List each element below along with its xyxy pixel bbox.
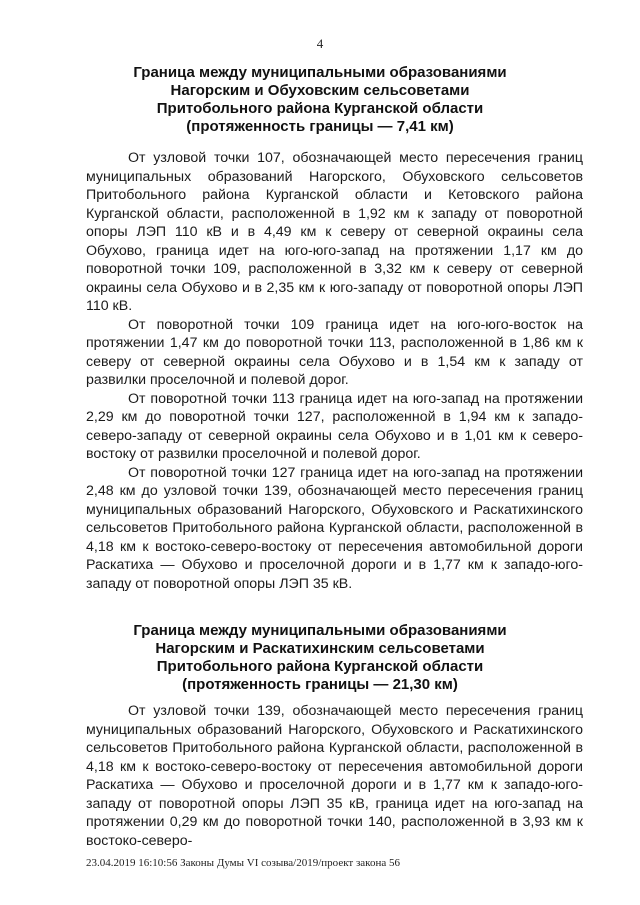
heading-line: Граница между муниципальными образованиями (133, 622, 507, 639)
heading-line: Нагорским и Раскатихинским сельсоветами (155, 640, 485, 657)
paragraph: От узловой точки 107, обозначающей место пересечения границ муниципальных образований Нагорского, Обуховского сельсоветов Притобольного района Курганской области и Кетовского района Курганской области, расположенной в 1,92 км к западу от поворотной опоры ЛЭП 110 кВ и в 4,49 км к северу от северной окраины села Обухово, граница идет на юго-юго-запад на протяжении 1,17 км до поворотной точки 109, расположенной в 3,32 км к северу от северной окраины села Обухово и в 2,35 км к юго-западу от поворотной опоры ЛЭП 110 кВ. (86, 150, 583, 314)
heading-line: Притобольного района Курганской области (156, 658, 484, 675)
paragraph: От узловой точки 139, обозначающей место пересечения границ муниципальных образований Нагорского, Обуховского и Раскатихинского сельсоветов Притобольного района Курганской области, расположенной в 4,18 км к востоко-северо-востоку от пересечения автомобильной дороги Раскатиха — Обухово и проселочной дороги и в 1,77 км к западо-юго-западу от поворотной опоры ЛЭП 35 кВ, граница идет на юго-запад на протяжении 0,29 км до поворотной точки 140, расположенной в 3,93 км к востоко-северо- (86, 703, 583, 849)
heading-line: Граница между муниципальными образованиями (133, 64, 507, 81)
section-heading (90, 64, 550, 136)
section-body (86, 702, 583, 850)
paragraph: От поворотной точки 127 граница идет на юго-запад на протяжении 2,48 км до узловой точки 139, обозначающей место пересечения границ муниципальных образований Нагорского, Обуховского и Раскатихинского сельсоветов Притобольного района Курганской области, расположенной в 4,18 км к востоко-северо-востоку от пересечения автомобильной дороги Раскатиха — Обухово и проселочной дороги и в 1,77 км к западо-юго-западу от поворотной опоры ЛЭП 35 кВ. (86, 464, 583, 592)
heading-line: Притобольного района Курганской области (156, 100, 484, 117)
heading-line: (протяженность границы — 21,30 км) (182, 676, 458, 693)
heading-line: Нагорским и Обуховским сельсоветами (170, 82, 470, 99)
page-number: 4 (316, 36, 324, 51)
paragraph: От поворотной точки 109 граница идет на юго-юго-восток на протяжении 1,47 км до поворотной точки 113, расположенной в 1,86 км к северу от северной окраины села Обухово и в 1,54 км к западу от развилки проселочной и полевой дорог. (86, 316, 583, 388)
heading-line: (протяженность границы — 7,41 км) (186, 118, 454, 135)
section-heading (90, 622, 550, 694)
paragraph: От поворотной точки 113 граница идет на юго-запад на протяжении 2,29 км до поворотной точки 127, расположенной в 1,94 км к западо-северо-западу от северной окраины села Обухово и в 1,01 км к северо-востоку от развилки проселочной и полевой дорог. (86, 390, 583, 462)
section-body (86, 149, 583, 593)
footer-stamp: 23.04.2019 16:10:56 Законы Думы VI созыва/2019/проект закона 56 (86, 857, 400, 869)
